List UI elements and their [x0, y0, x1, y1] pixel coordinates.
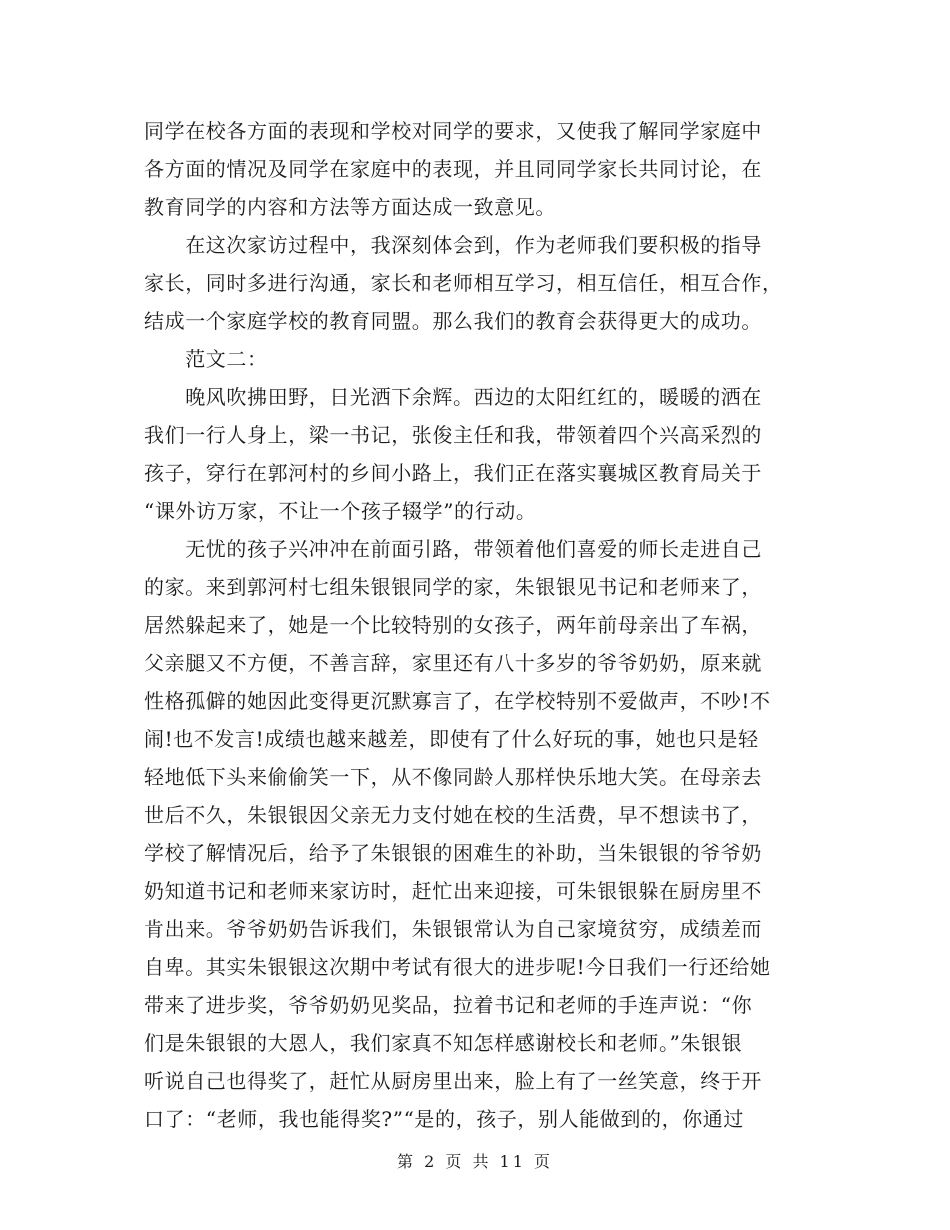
- text-line: 家长，同时多进行沟通，家长和老师相互学习，相互信任，相互合作，: [144, 271, 783, 295]
- text-line: 孩子，穿行在郭河村的乡间小路上，我们正在落实襄城区教育局关于: [144, 461, 762, 485]
- text-line: 学校了解情况后，给予了朱银银的困难生的补助，当朱银银的爷爷奶: [144, 841, 762, 865]
- text-line: 居然躲起来了，她是一个比较特别的女孩子，两年前母亲出了车祸，: [144, 613, 762, 637]
- text-line: 晚风吹拂田野，日光洒下余辉。西边的太阳红红的，暖暖的洒在: [144, 385, 762, 409]
- text-line: 带来了进步奖，爷爷奶奶见奖品，拉着书记和老师的手连声说：“你: [144, 993, 753, 1017]
- text-line: 们是朱银银的大恩人，我们家真不知怎样感谢校长和老师。”朱银银: [144, 1031, 743, 1055]
- body-text: [144, 112, 804, 1138]
- text-line: 肯出来。爷爷奶奶告诉我们，朱银银常认为自己家境贫穷，成绩差而: [144, 917, 762, 941]
- text-line: 听说自己也得奖了，赶忙从厨房里出来，脸上有了一丝笑意，终于开: [144, 1069, 762, 1093]
- text-line: 同学在校各方面的表现和学校对同学的要求，又使我了解同学家庭中: [144, 119, 762, 143]
- text-line: 结成一个家庭学校的教育同盟。那么我们的教育会获得更大的成功。: [144, 309, 762, 333]
- section-heading: 范文二：: [144, 347, 268, 371]
- text-line: 各方面的情况及同学在家庭中的表现，并且同同学家长共同讨论，在: [144, 157, 762, 181]
- text-line: 奶知道书记和老师来家访时，赶忙出来迎接，可朱银银躲在厨房里不: [144, 879, 762, 903]
- text-line: 的家。来到郭河村七组朱银银同学的家，朱银银见书记和老师来了，: [144, 575, 762, 599]
- text-line: 在这次家访过程中，我深刻体会到，作为老师我们要积极的指导: [144, 233, 762, 257]
- text-line: 轻地低下头来偷偷笑一下，从不像同龄人那样快乐地大笑。在母亲去: [144, 765, 762, 789]
- text-line: 闹!也不发言!成绩也越来越差，即使有了什么好玩的事，她也只是轻: [144, 727, 759, 751]
- text-line: 教育同学的内容和方法等方面达成一致意见。: [144, 195, 556, 219]
- text-line: 我们一行人身上，梁一书记，张俊主任和我，带领着四个兴高采烈的: [144, 423, 762, 447]
- text-line: 口了：“老师，我也能得奖?”“是的，孩子，别人能做到的，你通过: [144, 1107, 744, 1131]
- text-line: “课外访万家，不让一个孩子辍学”的行动。: [144, 499, 537, 523]
- text-line: 世后不久，朱银银因父亲无力支付她在校的生活费，早不想读书了，: [144, 803, 762, 827]
- text-line: 父亲腿又不方便，不善言辞，家里还有八十多岁的爷爷奶奶，原来就: [144, 651, 762, 675]
- text-line: 性格孤僻的她因此变得更沉默寡言了，在学校特别不爱做声，不吵!不: [144, 689, 771, 713]
- text-line: 自卑。其实朱银银这次期中考试有很大的进步呢!今日我们一行还给她: [144, 955, 771, 979]
- page-number-footer: 第 2 页 共 11 页: [397, 1152, 553, 1171]
- text-line: 无忧的孩子兴冲冲在前面引路，带领着他们喜爱的师长走进自己: [144, 537, 762, 561]
